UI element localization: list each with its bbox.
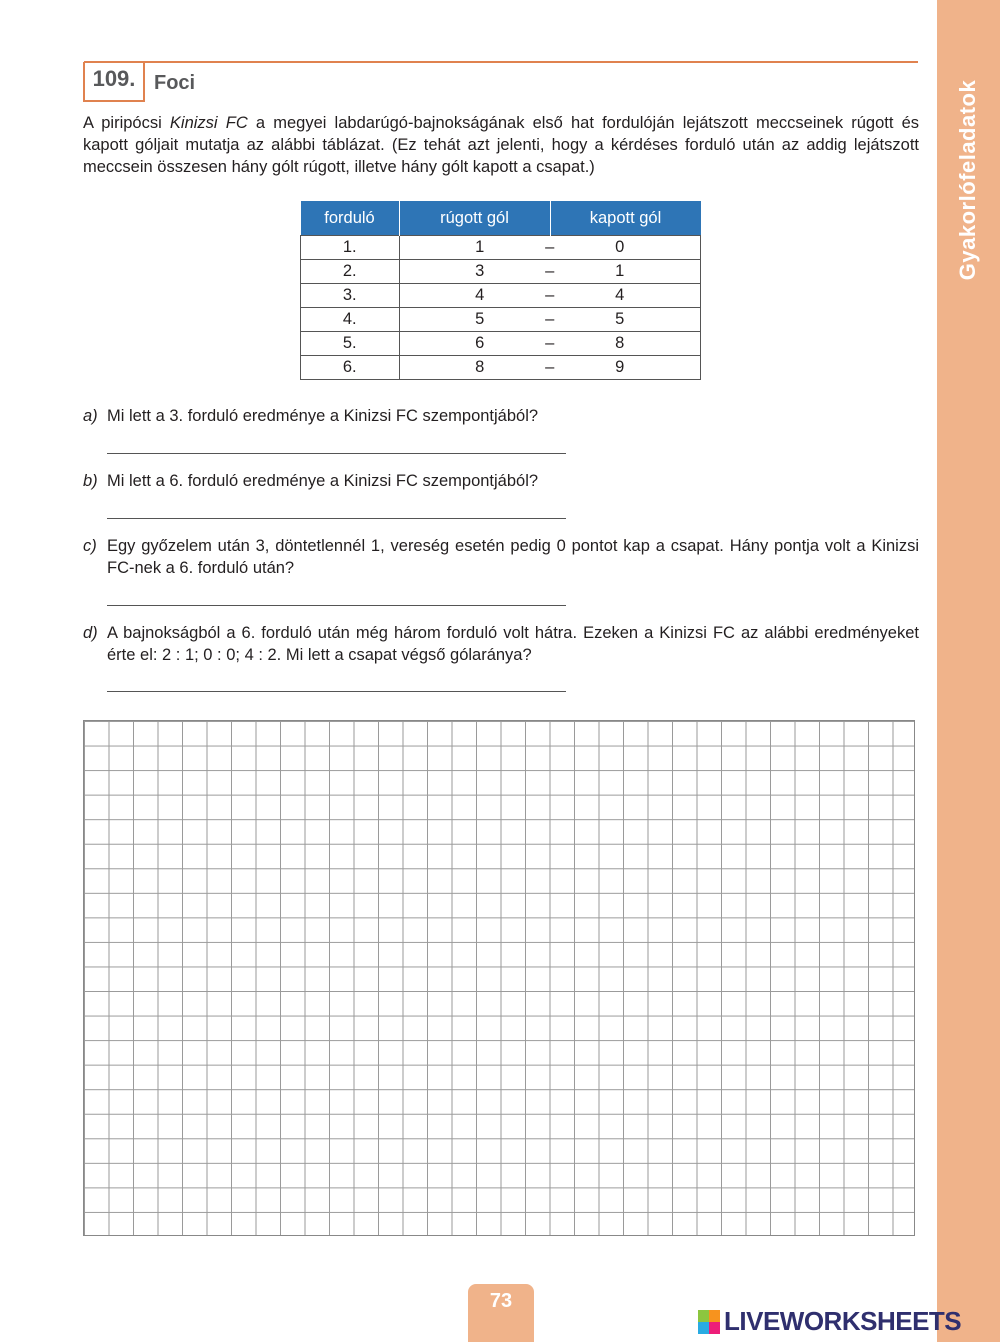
question-letter: d) bbox=[83, 624, 98, 642]
scored-value: 5 bbox=[475, 310, 485, 328]
page-number: 73 bbox=[489, 1290, 513, 1312]
intro-pre: A piripócsi bbox=[83, 114, 170, 132]
table-row bbox=[301, 356, 701, 380]
conceded-value: 5 bbox=[615, 310, 625, 328]
scored-value: 6 bbox=[475, 334, 485, 352]
round-cell: 4. bbox=[301, 308, 400, 332]
conceded-value: 4 bbox=[615, 286, 625, 304]
score-cell bbox=[399, 284, 701, 308]
score-cell bbox=[399, 236, 701, 260]
brand-text: LIVEWORKSHEETS bbox=[724, 1306, 962, 1336]
answer-line-d[interactable] bbox=[107, 691, 566, 692]
question-text: Mi lett a 3. forduló eredménye a Kinizsi FC szempontjából? bbox=[107, 407, 539, 425]
table-row bbox=[301, 284, 701, 308]
header-scored: rúgott gól bbox=[399, 201, 550, 236]
scored-value: 3 bbox=[475, 262, 485, 280]
score-cell bbox=[399, 332, 701, 356]
question-letter: a) bbox=[83, 407, 98, 425]
scored-value: 1 bbox=[475, 238, 485, 256]
score-cell bbox=[399, 260, 701, 284]
exercise-title: Foci bbox=[154, 72, 196, 94]
score-dash: – bbox=[545, 334, 555, 352]
score-cell bbox=[399, 308, 701, 332]
score-dash: – bbox=[545, 358, 555, 376]
round-cell: 2. bbox=[301, 260, 400, 284]
score-cell bbox=[399, 356, 701, 380]
intro-post: a megyei labdarúgó-bajnokságának első hat fordulóján lejátszott meccseinek rúgott és kapott góljait mutatja az alábbi táblázat. (Ez tehát azt jelenti, hogy a kérdéses forduló után az addig lejátszott meccsein összesen hány gólt rúgott, illetve hány gólt kapott a csapat.) bbox=[83, 114, 919, 176]
score-dash: – bbox=[545, 262, 555, 280]
table-row bbox=[301, 332, 701, 356]
scored-value: 4 bbox=[475, 286, 485, 304]
score-dash: – bbox=[545, 238, 555, 256]
question-text: Egy győzelem után 3, döntetlennél 1, vereség esetén pedig 0 pontot kap a csapat. Hány pontja volt a Kinizsi FC-nek a 6. forduló után? bbox=[107, 537, 919, 577]
scored-value: 8 bbox=[475, 358, 485, 376]
score-dash: – bbox=[545, 286, 555, 304]
question-c bbox=[83, 535, 919, 579]
table-row bbox=[301, 236, 701, 260]
answer-line-b[interactable] bbox=[107, 518, 566, 519]
question-b bbox=[83, 470, 919, 492]
question-d bbox=[83, 622, 919, 666]
round-cell: 1. bbox=[301, 236, 400, 260]
header-conceded: kapott gól bbox=[550, 201, 701, 236]
conceded-value: 9 bbox=[615, 358, 625, 376]
grid-work-area[interactable] bbox=[83, 720, 915, 1236]
score-dash: – bbox=[545, 310, 555, 328]
question-letter: c) bbox=[83, 537, 97, 555]
question-a bbox=[83, 405, 919, 427]
answer-line-a[interactable] bbox=[107, 453, 566, 454]
table-row bbox=[301, 308, 701, 332]
brand-logo-icon bbox=[698, 1310, 720, 1334]
brand-footer bbox=[698, 1306, 961, 1337]
question-text: A bajnokságból a 6. forduló után még három forduló volt hátra. Ezeken a Kinizsi FC az alábbi eredményeket érte el: 2 : 1; 0 : 0; 4 : 2. Mi lett a csapat végső gólaránya? bbox=[107, 624, 919, 664]
question-text: Mi lett a 6. forduló eredménye a Kinizsi FC szempontjából? bbox=[107, 472, 539, 490]
conceded-value: 0 bbox=[615, 238, 625, 256]
question-letter: b) bbox=[83, 472, 98, 490]
header-round: forduló bbox=[301, 201, 400, 236]
table-row bbox=[301, 260, 701, 284]
round-cell: 5. bbox=[301, 332, 400, 356]
exercise-number: 109. bbox=[83, 62, 145, 102]
round-cell: 3. bbox=[301, 284, 400, 308]
answer-line-c[interactable] bbox=[107, 605, 566, 606]
round-cell: 6. bbox=[301, 356, 400, 380]
exercise-intro bbox=[83, 112, 919, 178]
conceded-value: 1 bbox=[615, 262, 625, 280]
side-tab-label: Gyakorlófeladatok bbox=[955, 79, 980, 281]
header-rule bbox=[84, 61, 918, 63]
conceded-value: 8 bbox=[615, 334, 625, 352]
intro-team: Kinizsi FC bbox=[169, 114, 248, 132]
table-header-row bbox=[301, 201, 701, 236]
results-table bbox=[300, 201, 701, 380]
